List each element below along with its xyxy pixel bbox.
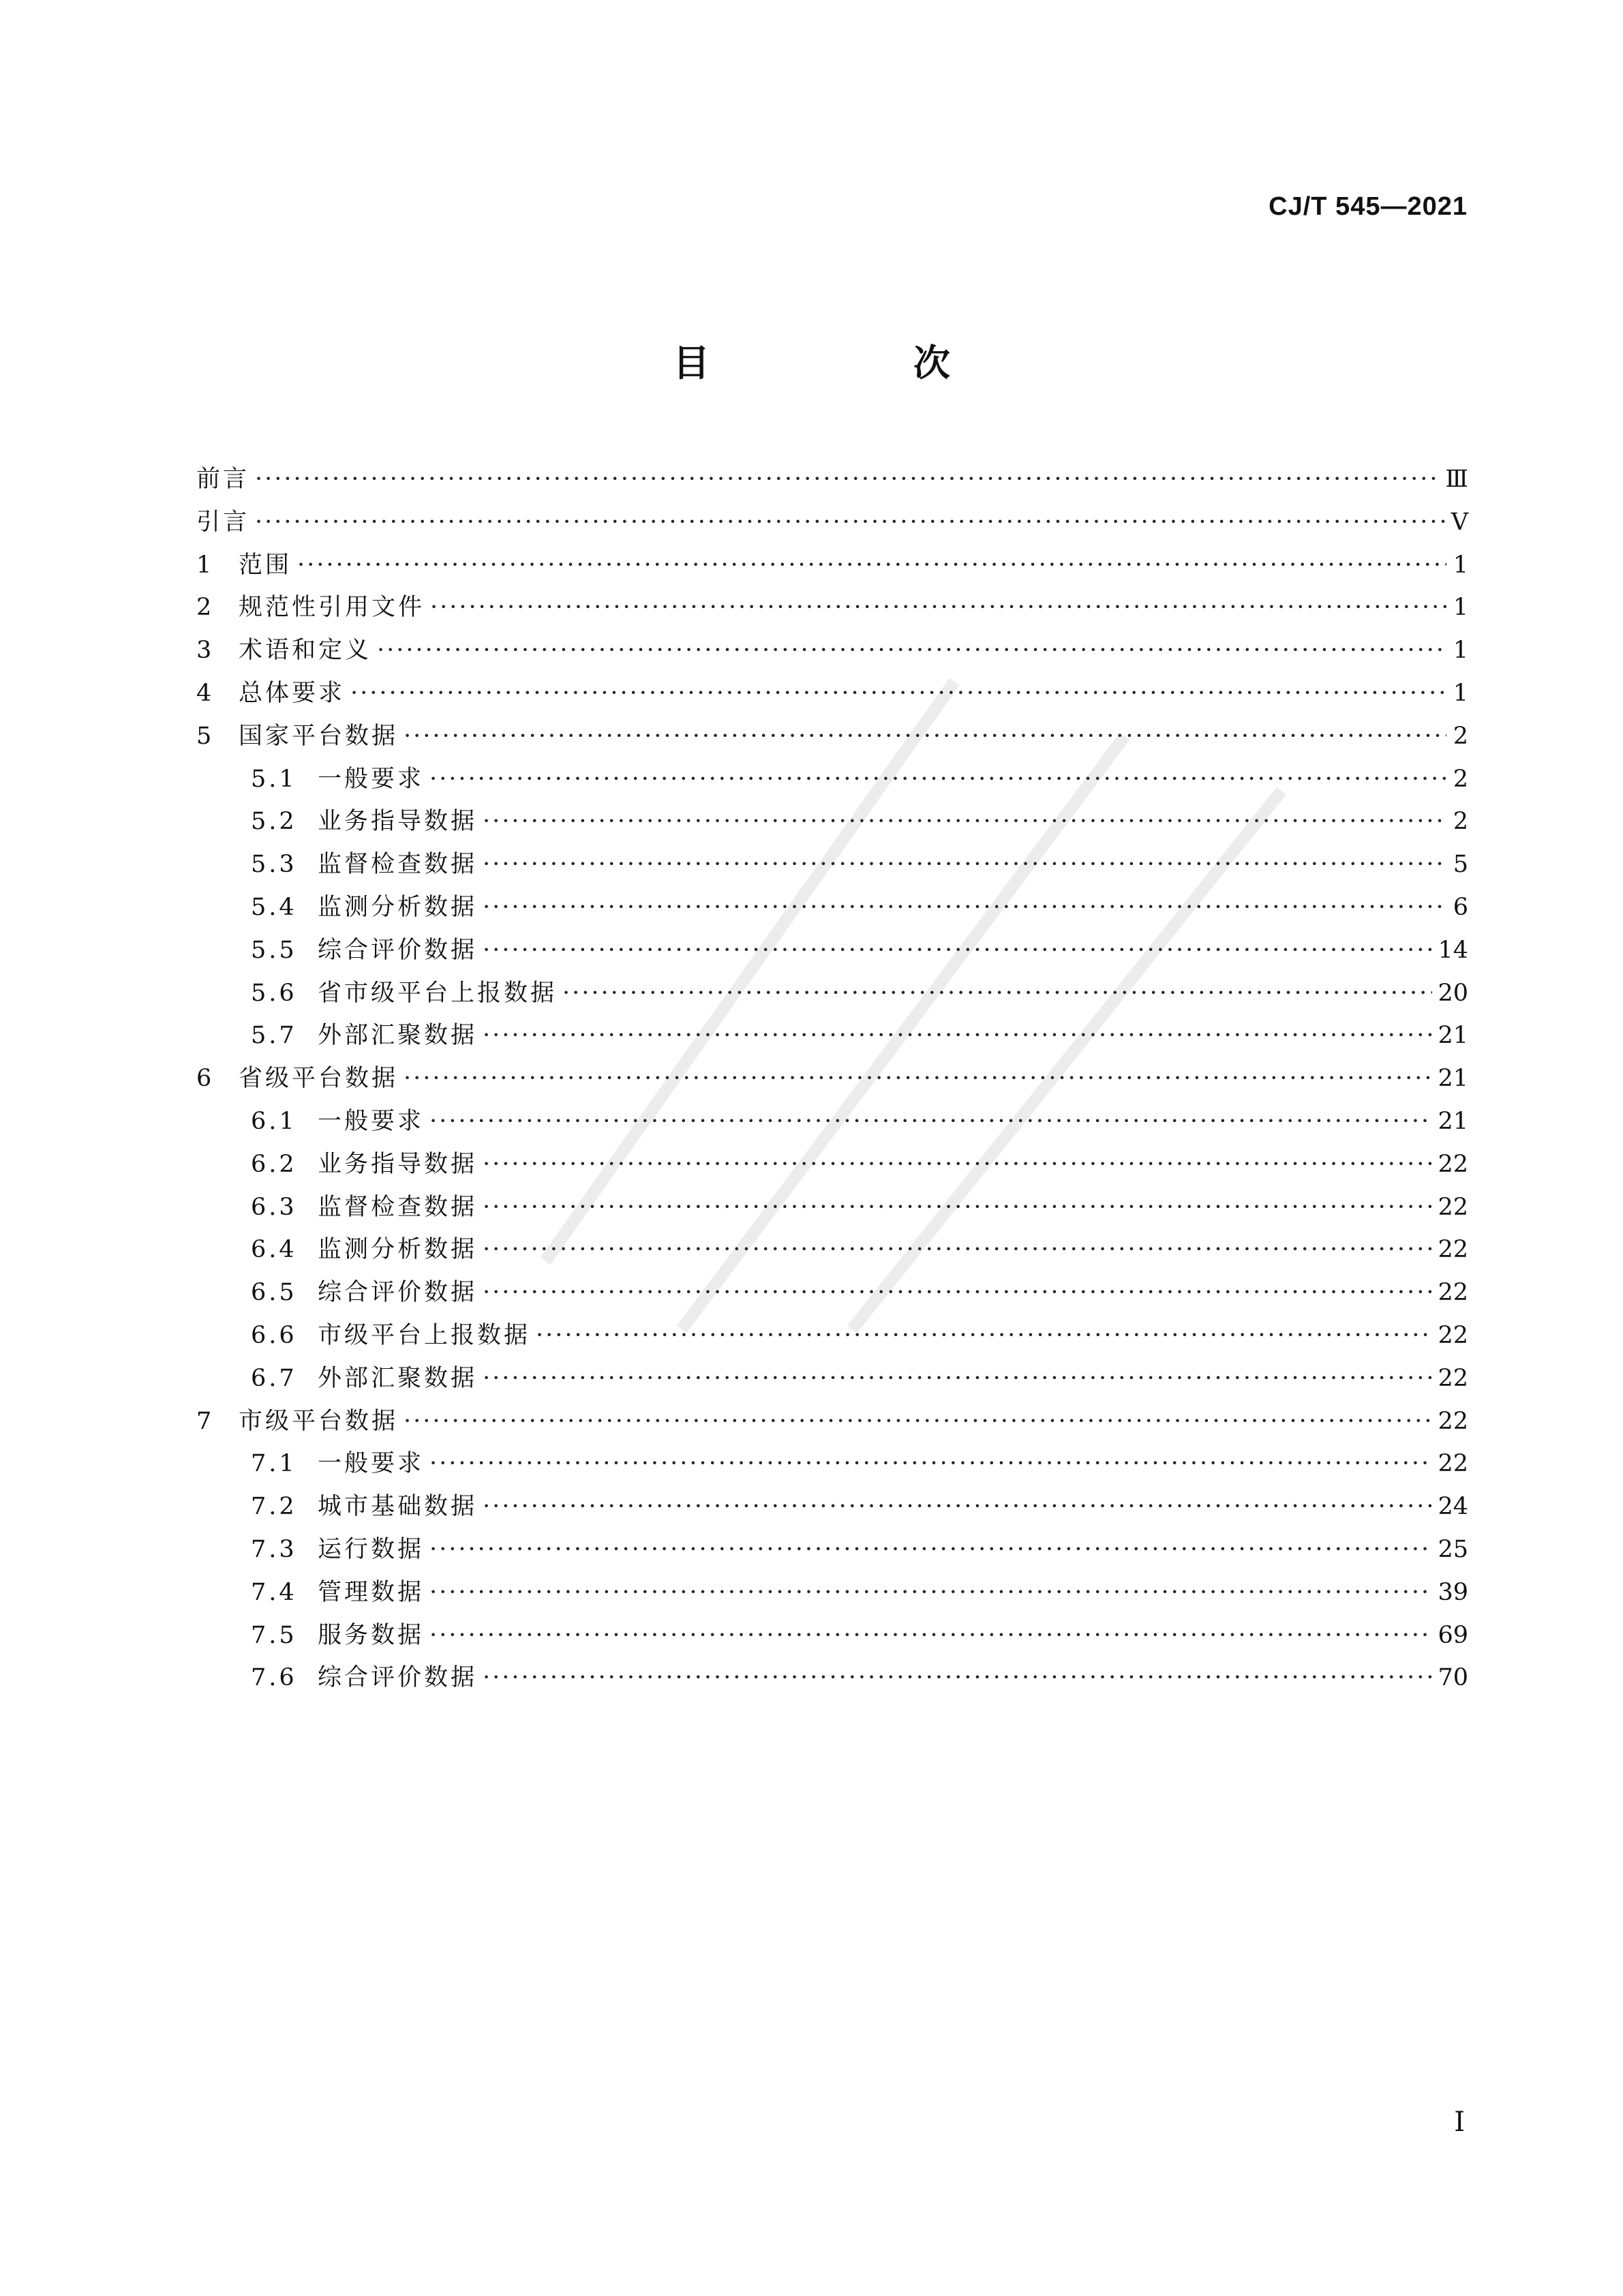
toc-entry[interactable]: [196, 586, 1468, 629]
toc-leader-dots: [483, 1485, 1432, 1528]
toc-entry-page: 22: [1438, 1364, 1468, 1392]
toc-entry[interactable]: [196, 458, 1468, 501]
toc-entry-page: 22: [1438, 1150, 1468, 1178]
toc-leader-dots: [483, 800, 1446, 843]
toc-entry[interactable]: [196, 972, 1468, 1015]
toc-entry-label: 省级平台数据: [239, 1065, 399, 1093]
toc-leader-dots: [536, 1314, 1432, 1357]
toc-leader-dots: [483, 1357, 1432, 1400]
toc-entry[interactable]: [196, 715, 1468, 758]
toc-entry-label: 管理数据: [318, 1578, 425, 1606]
toc-entry-number: 7.4: [251, 1578, 297, 1606]
toc-entry-number: 7: [196, 1407, 212, 1435]
toc-entry-page: 2: [1453, 808, 1468, 836]
toc-leader-dots: [429, 758, 1446, 801]
page-folio: Ⅰ: [1454, 2106, 1465, 2138]
standard-code: CJ/T 545—2021: [1269, 192, 1468, 221]
toc-entry-number: 5.7: [251, 1022, 297, 1050]
toc-entry-number: 1: [196, 551, 212, 579]
toc-entry-page: 22: [1438, 1193, 1468, 1221]
page-title: 目 次: [673, 342, 1046, 384]
toc-entry-label: 监测分析数据: [318, 893, 478, 921]
toc-entry-number: 4: [196, 679, 212, 707]
toc-entry-page: 21: [1438, 1065, 1468, 1093]
toc-entry[interactable]: [196, 501, 1468, 544]
toc-entry-page: 22: [1438, 1279, 1468, 1307]
toc-entry-number: 7.5: [251, 1621, 297, 1649]
toc-leader-dots: [429, 1100, 1432, 1143]
toc-entry[interactable]: [196, 1143, 1468, 1186]
toc-leader-dots: [350, 672, 1446, 715]
toc-entry-label: 前言: [196, 466, 250, 493]
toc-entry-label: 国家平台数据: [239, 722, 399, 750]
toc-entry[interactable]: [196, 1614, 1468, 1657]
toc-entry[interactable]: [196, 1657, 1468, 1700]
toc-entry[interactable]: [196, 1228, 1468, 1271]
toc-entry-label: 业务指导数据: [318, 1150, 478, 1178]
toc-entry-label: 术语和定义: [239, 637, 372, 665]
toc-entry-label: 引言: [196, 508, 250, 536]
toc-leader-dots: [404, 1400, 1432, 1443]
toc-entry[interactable]: [196, 758, 1468, 801]
toc-entry-label: 监督检查数据: [318, 851, 478, 879]
toc-entry-page: 1: [1453, 679, 1468, 707]
toc-entry-page: 24: [1438, 1493, 1468, 1521]
toc-entry-page: Ⅴ: [1451, 508, 1468, 536]
toc-entry[interactable]: [196, 1057, 1468, 1100]
toc-entry-number: 6.6: [251, 1321, 297, 1349]
toc-entry-number: 6.7: [251, 1364, 297, 1392]
toc-entry[interactable]: [196, 1400, 1468, 1443]
toc-entry-number: 2: [196, 594, 212, 622]
toc-entry[interactable]: [196, 843, 1468, 886]
toc-leader-dots: [430, 586, 1446, 629]
toc-leader-dots: [255, 458, 1440, 501]
toc-entry-page: 14: [1438, 936, 1468, 964]
toc-entry-page: 22: [1438, 1236, 1468, 1264]
toc-entry-number: 7.6: [251, 1664, 297, 1692]
toc-leader-dots: [429, 1571, 1432, 1614]
toc-entry-label: 业务指导数据: [318, 808, 478, 836]
toc-entry[interactable]: [196, 1485, 1468, 1528]
toc-entry-page: 22: [1438, 1321, 1468, 1349]
toc-entry-number: 6.4: [251, 1236, 297, 1264]
toc-leader-dots: [562, 972, 1432, 1015]
toc-entry[interactable]: [196, 672, 1468, 715]
toc-entry-number: 5.3: [251, 851, 297, 879]
toc-entry-page: 1: [1453, 637, 1468, 665]
toc-leader-dots: [255, 501, 1446, 544]
toc-entry-label: 一般要求: [318, 1450, 425, 1478]
toc-entry[interactable]: [196, 1314, 1468, 1357]
toc-entry-page: 6: [1453, 893, 1468, 921]
toc-entry-page: 39: [1438, 1578, 1468, 1606]
toc-entry-page: 1: [1453, 594, 1468, 622]
toc-entry-number: 7.3: [251, 1535, 297, 1563]
toc-leader-dots: [483, 929, 1432, 972]
toc-entry-page: 21: [1438, 1107, 1468, 1135]
toc-entry[interactable]: [196, 629, 1468, 672]
toc-entry-number: 6.2: [251, 1150, 297, 1178]
toc-entry-number: 5.2: [251, 808, 297, 836]
toc-entry-number: 5.4: [251, 893, 297, 921]
toc-entry-page: 69: [1438, 1621, 1468, 1649]
toc-entry-label: 监督检查数据: [318, 1193, 478, 1221]
toc-entry[interactable]: [196, 1442, 1468, 1485]
toc-entry-label: 省市级平台上报数据: [318, 979, 558, 1007]
toc-leader-dots: [377, 629, 1446, 672]
toc-entry-number: 6.3: [251, 1193, 297, 1221]
toc-entry-label: 总体要求: [239, 679, 346, 707]
toc-entry-label: 综合评价数据: [318, 1664, 478, 1692]
toc-leader-dots: [483, 1657, 1432, 1700]
toc-entry-label: 外部汇聚数据: [318, 1364, 478, 1392]
toc-entry-label: 市级平台上报数据: [318, 1321, 531, 1349]
toc-entry[interactable]: [196, 1528, 1468, 1571]
toc-entry-label: 外部汇聚数据: [318, 1022, 478, 1050]
toc-leader-dots: [483, 1143, 1432, 1186]
toc-leader-dots: [483, 1271, 1432, 1314]
toc-entry-page: 22: [1438, 1407, 1468, 1435]
toc-entry-page: 1: [1453, 551, 1468, 579]
toc-entry-page: Ⅲ: [1445, 466, 1468, 493]
toc-entry-label: 市级平台数据: [239, 1407, 399, 1435]
toc-entry-label: 一般要求: [318, 765, 425, 793]
toc-leader-dots: [483, 886, 1446, 929]
toc-entry-number: 5.5: [251, 936, 297, 964]
toc-entry-page: 2: [1453, 765, 1468, 793]
toc-entry[interactable]: [196, 800, 1468, 843]
toc-leader-dots: [429, 1528, 1432, 1571]
toc-entry-page: 22: [1438, 1450, 1468, 1478]
toc-entry[interactable]: [196, 1100, 1468, 1143]
toc-leader-dots: [429, 1614, 1432, 1657]
toc-leader-dots: [483, 843, 1446, 886]
toc-leader-dots: [483, 1014, 1432, 1057]
toc-entry-number: 5.6: [251, 979, 297, 1007]
toc-entry-page: 70: [1438, 1664, 1468, 1692]
toc-entry-label: 范围: [239, 551, 292, 579]
toc-entry-page: 20: [1438, 979, 1468, 1007]
toc-entry-label: 服务数据: [318, 1621, 425, 1649]
toc-entry-label: 规范性引用文件: [239, 594, 425, 622]
toc-entry[interactable]: [196, 886, 1468, 929]
toc-entry-number: 6.5: [251, 1279, 297, 1307]
toc-entry[interactable]: [196, 1186, 1468, 1229]
toc-entry[interactable]: [196, 929, 1468, 972]
toc-leader-dots: [429, 1442, 1432, 1485]
toc-entry-number: 6: [196, 1065, 212, 1093]
toc-entry-label: 综合评价数据: [318, 1279, 478, 1307]
toc-entry[interactable]: [196, 544, 1468, 587]
toc-leader-dots: [404, 1057, 1432, 1100]
toc-entry[interactable]: [196, 1271, 1468, 1314]
toc-leader-dots: [483, 1186, 1432, 1229]
toc-entry-page: 25: [1438, 1535, 1468, 1563]
toc-entry-label: 城市基础数据: [318, 1493, 478, 1521]
toc-entry[interactable]: [196, 1014, 1468, 1057]
toc-entry-label: 监测分析数据: [318, 1236, 478, 1264]
toc-entry-number: 5.1: [251, 765, 297, 793]
toc-leader-dots: [297, 544, 1446, 587]
toc-entry-number: 7.1: [251, 1450, 297, 1478]
toc-leader-dots: [404, 715, 1446, 758]
toc-leader-dots: [483, 1228, 1432, 1271]
toc-entry-page: 21: [1438, 1022, 1468, 1050]
toc-entry-number: 5: [196, 722, 212, 750]
toc-entry-page: 5: [1453, 851, 1468, 879]
toc-entry-label: 综合评价数据: [318, 936, 478, 964]
toc-entry-label: 一般要求: [318, 1107, 425, 1135]
toc-entry-number: 3: [196, 637, 212, 665]
toc-entry[interactable]: [196, 1571, 1468, 1614]
toc-entry-label: 运行数据: [318, 1535, 425, 1563]
toc-entry[interactable]: [196, 1357, 1468, 1400]
toc-entry-number: 7.2: [251, 1493, 297, 1521]
toc-entry-number: 6.1: [251, 1107, 297, 1135]
toc-entry-page: 2: [1453, 722, 1468, 750]
table-of-contents: [196, 458, 1468, 1700]
